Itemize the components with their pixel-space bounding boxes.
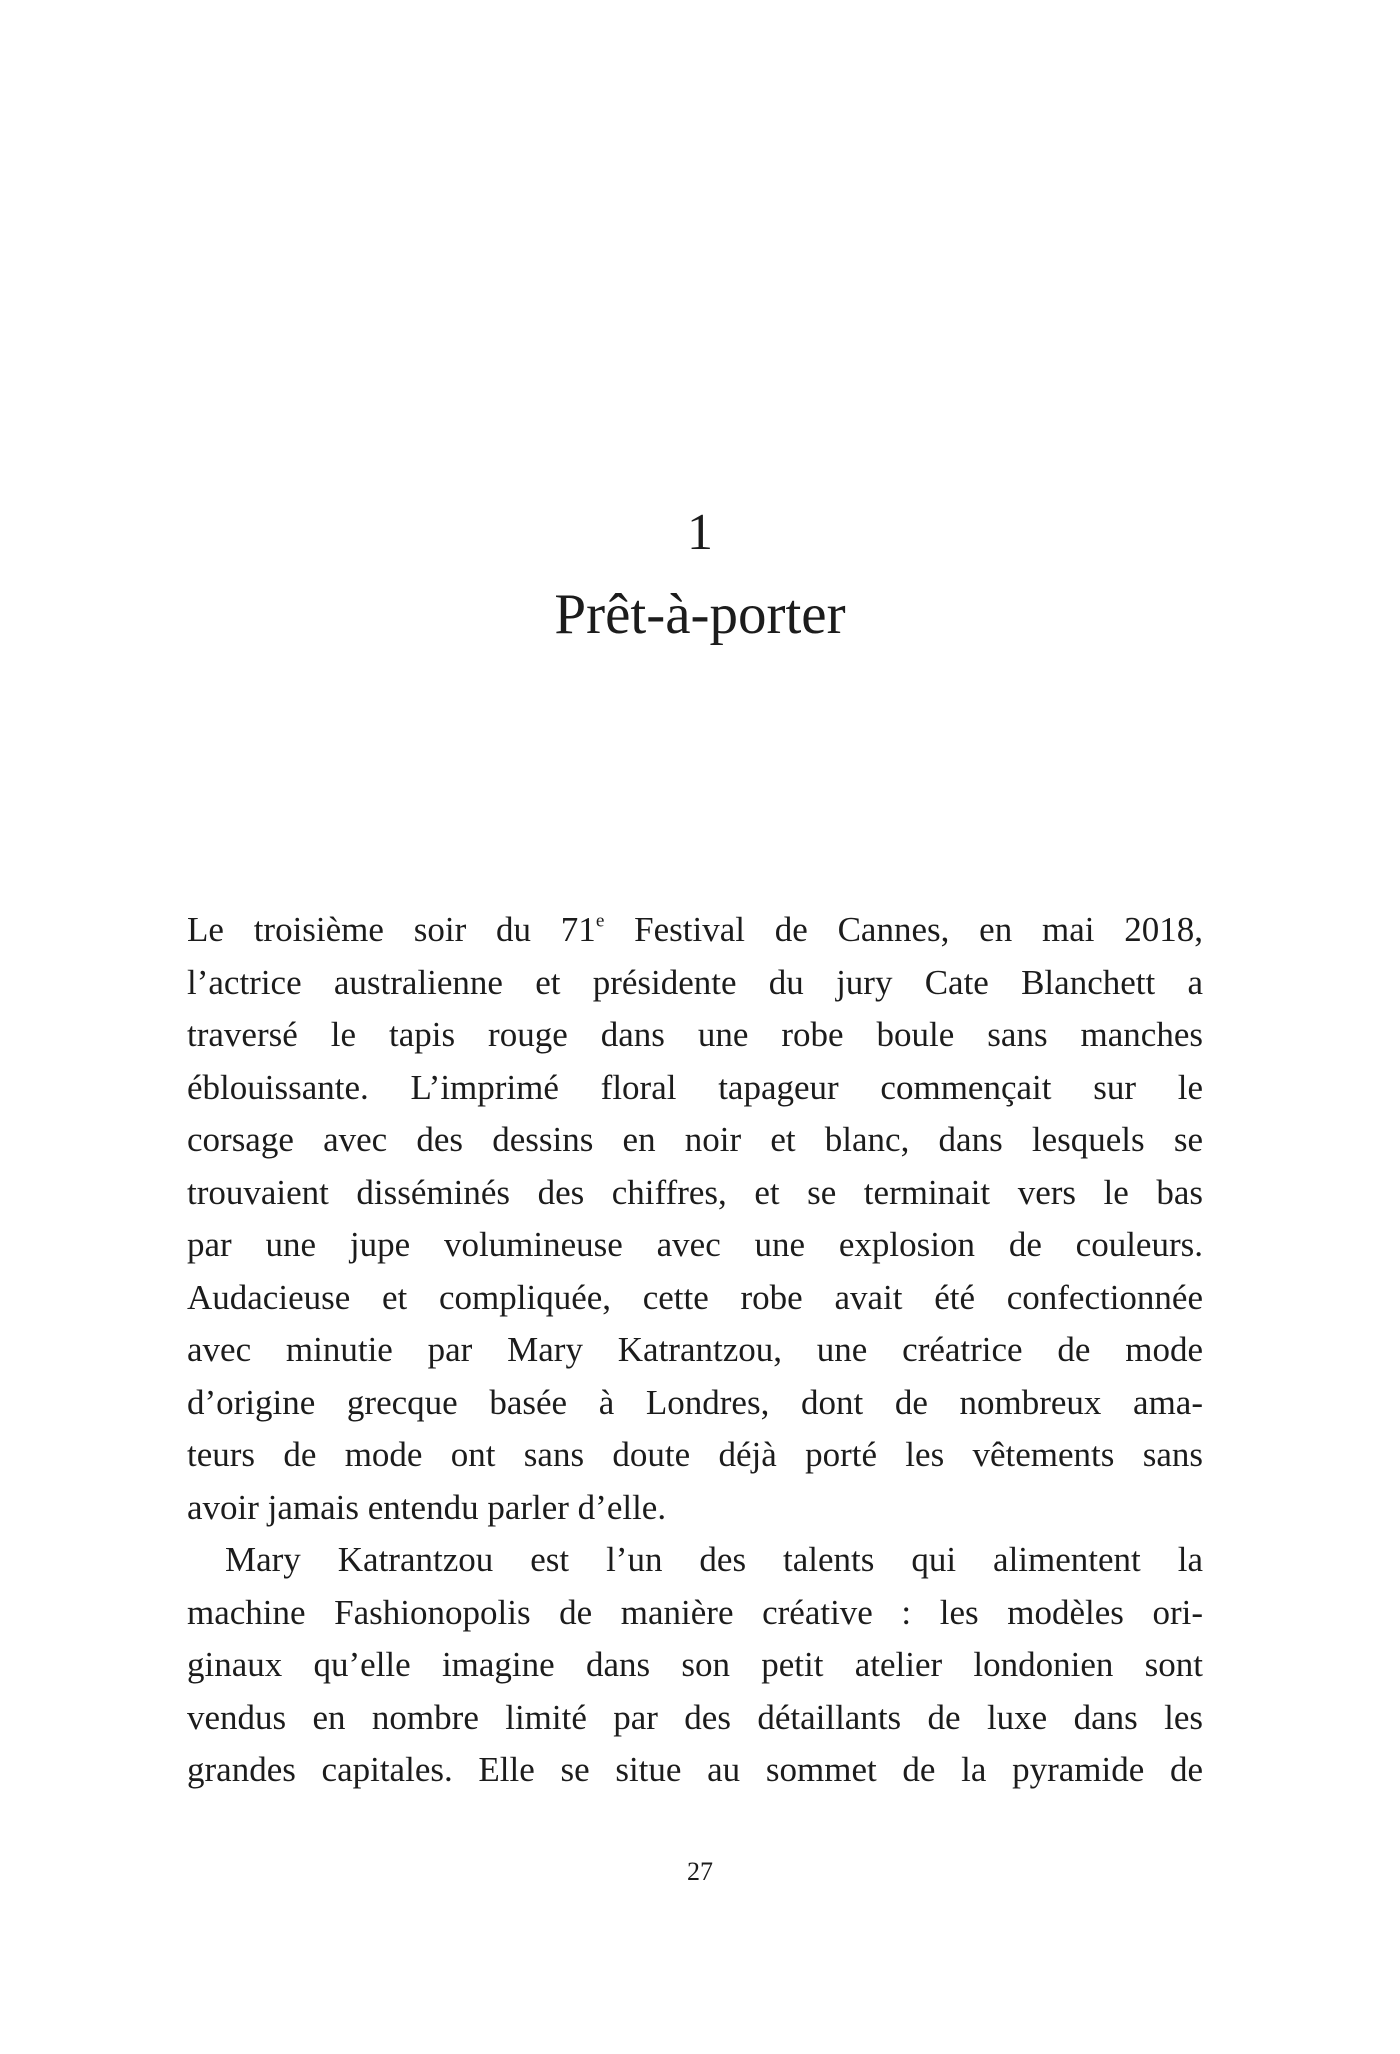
text-line: avec minutie par Mary Katrantzou, une créatrice de mode	[187, 1330, 1203, 1369]
chapter-title: Prêt-à-porter	[554, 583, 846, 646]
text-line: trouvaient disséminés des chiffres, et se terminait vers le bas	[187, 1172, 1203, 1212]
text-line: l’actrice australienne et présidente du jury Cate Blanchett a	[187, 962, 1203, 1002]
body-text	[187, 904, 1203, 1797]
chapter-number: 1	[687, 504, 713, 561]
superscript-ordinal: e	[595, 910, 605, 932]
text-fragment: Festival de Cannes, en mai 2018,	[604, 910, 1203, 949]
text-line: d’origine grecque basée à Londres, dont de nombreux ama-	[187, 1382, 1203, 1422]
text-line: vendus en nombre limité par des détaillants de luxe dans les	[187, 1697, 1203, 1737]
text-line: éblouissante. L’imprimé floral tapageur commençait sur le	[187, 1067, 1203, 1107]
text-line: corsage avec des dessins en noir et blanc, dans lesquels se	[187, 1120, 1203, 1159]
text-line: avoir jamais entendu parler d’elle.	[187, 1487, 667, 1527]
text-line: machine Fashionopolis de manière créative : les modèles ori-	[187, 1592, 1203, 1632]
page-number: 27	[687, 1857, 713, 1886]
text-line: Mary Katrantzou est l’un des talents qui alimentent la	[225, 1540, 1203, 1579]
text-line: Audacieuse et compliquée, cette robe avait été confectionnée	[187, 1277, 1203, 1317]
text-line: traversé le tapis rouge dans une robe boule sans manches	[187, 1015, 1203, 1054]
text-line: teurs de mode ont sans doute déjà porté les vêtements sans	[187, 1435, 1203, 1474]
text-line: par une jupe volumineuse avec une explosion de couleurs.	[187, 1225, 1203, 1264]
text-line	[187, 904, 1203, 957]
text-line: ginaux qu’elle imagine dans son petit atelier londonien sont	[187, 1645, 1203, 1684]
text-line: grandes capitales. Elle se situe au sommet de la pyramide de	[187, 1750, 1203, 1789]
text-fragment: Le troisième soir du 71	[187, 910, 596, 949]
